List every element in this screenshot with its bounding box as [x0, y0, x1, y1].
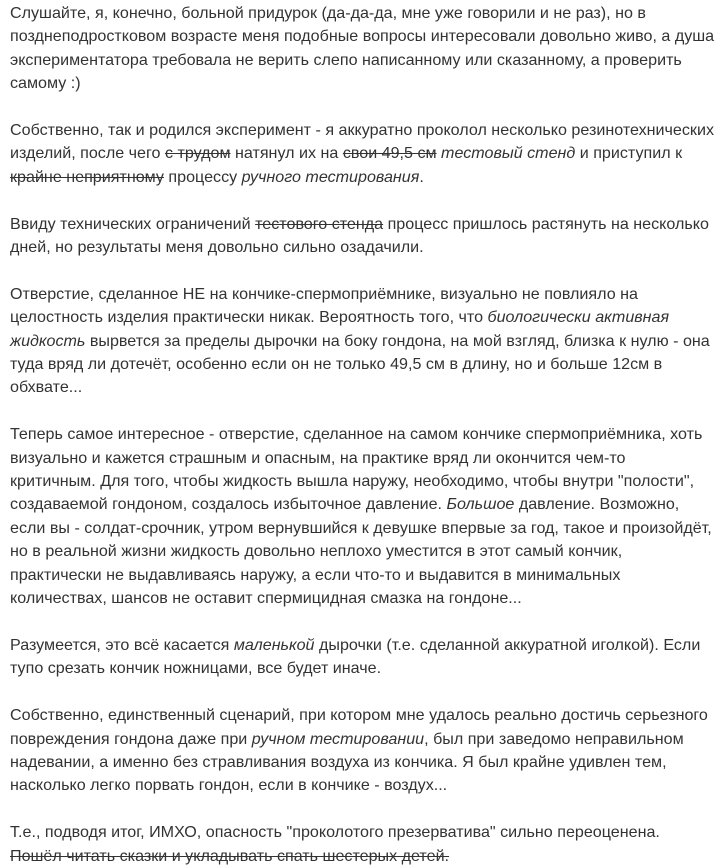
strikethrough-text: с трудом [164, 144, 231, 163]
strikethrough-text: тестового стенда [255, 214, 384, 233]
italic-text: ручном тестировании [251, 729, 425, 748]
text-segment: Отверстие, сделанное НЕ на кончике-спермоприёмнике, визуально не повлияло на целостность изделия практически никак. Вероятность того, что [10, 284, 638, 327]
text-segment: давление. Возможно, если вы - солдат-срочник, утром вернувшийся к девушке впервые за год, такое и произойдёт, но в реальной жизни жидкость довольно неплохо уместится в этот самый кончик, практически не выдавливаясь наружу, а если что-то и выдавится в минимальных количествах, шансов не оставит спермицидная смазка на гондоне... [10, 495, 712, 608]
paragraph [10, 283, 715, 400]
italic-text: биологически активная жидкость [10, 308, 670, 350]
text-segment: натянул их на [230, 144, 343, 163]
text-segment: процесс пришлось растянуть на несколько дней, но результаты меня довольно сильно озадачили. [10, 214, 709, 257]
paragraph [10, 423, 715, 610]
paragraph [10, 821, 715, 868]
italic-text: Большое [446, 495, 515, 514]
text-segment: Разумеется, это всё касается [10, 635, 234, 654]
text-segment: Ввиду технических ограничений [10, 214, 256, 233]
text-segment: Собственно, так и родился эксперимент - я аккуратно проколол несколько резинотехнических изделий, после чего [10, 121, 714, 163]
paragraph [10, 704, 715, 798]
italic-text: ручного тестирования [241, 167, 420, 186]
text-segment: и приступил к [575, 144, 683, 163]
text-segment: Слушайте, я, конечно, больной придурок (да-да-да, мне уже говорили и не раз), но в позднеподростковом возрасте меня подобные вопросы интересовали довольно живо, а душа экспериментатора требовала не верить слепо написанному или сказанному, а проверить самому :) [10, 4, 715, 93]
paragraph [10, 213, 715, 260]
paragraph [10, 2, 715, 96]
strikethrough-text: крайне неприятному [10, 167, 164, 186]
text-segment: дырочки (т.е. сделанной аккуратной иголкой). Если тупо срезать кончик ножницами, все будет иначе. [10, 635, 701, 678]
paragraph [10, 634, 715, 681]
text-segment: Собственно, единственный сценарий, при котором мне удалось реально достичь серьезного повреждения гондона даже при [10, 706, 708, 748]
text-segment: Теперь самое интересное - отверстие, сделанное на самом кончике спермоприёмника, хоть визуально и кажется страшным и опасным, на практике вряд ли окончится чем-то критичным. Для того, чтобы жидкость вышла наружу, необходимо, чтобы внутри "полости", создаваемой гондоном, создалось избыточное давление. [10, 425, 703, 514]
text-segment: Т.е., подводя итог, ИМХО, опасность "проколотого презерватива" сильно переоценена. [10, 823, 660, 842]
italic-text: тестовый стенд [441, 144, 576, 163]
italic-text: маленькой [233, 635, 315, 654]
text-segment: процессу [163, 167, 242, 186]
text-segment: вырвется за пределы дырочки на боку гондона, на мой взгляд, близка к нулю - она туда вряд ли дотечёт, особенно если он не только 49,5 см в длину, но и больше 12см в обхвате... [10, 331, 710, 397]
strikethrough-text: Пошёл читать сказки и укладывать спать шестерых детей. [10, 846, 450, 865]
text-segment: . [419, 167, 424, 186]
text-segment: , был при заведомо неправильном надевании, а именно без стравливания воздуха из кончика. Я был крайне удивлен тем, насколько легко порвать гондон, если в кончике - воздух... [10, 729, 684, 795]
strikethrough-text: свои 49,5 см [342, 144, 437, 163]
paragraph [10, 119, 715, 189]
